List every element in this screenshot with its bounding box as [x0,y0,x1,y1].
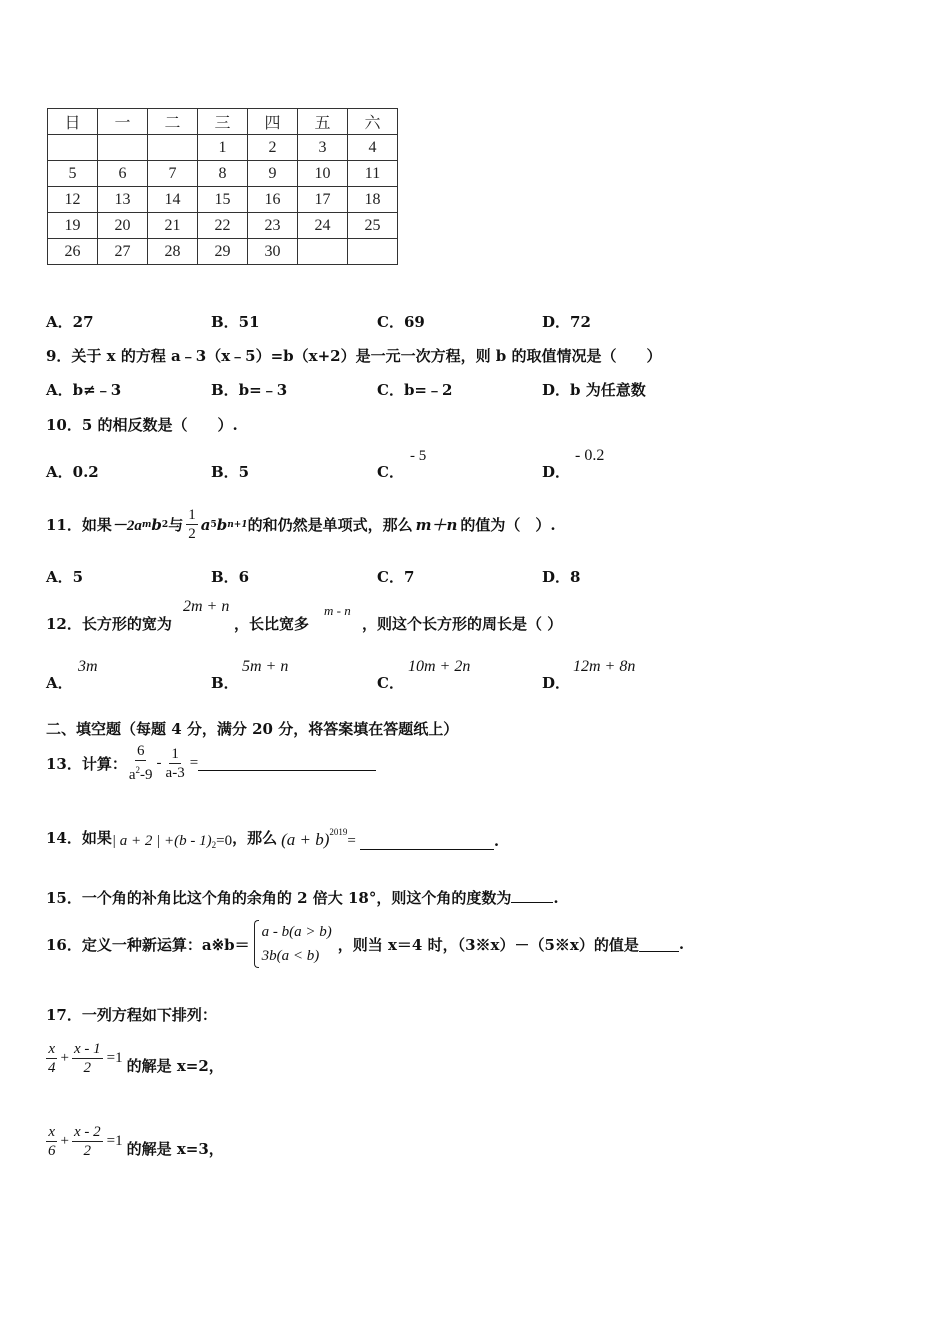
calendar-cell: 二 [148,109,198,135]
q11-option-b: B．6 [211,568,250,586]
calendar-cell: 16 [248,187,298,213]
calendar-cell: 20 [98,213,148,239]
calendar-header-row [48,109,398,135]
q12-option-b: B． [211,674,239,692]
q12-mid: ，长比宽多 [234,615,310,633]
q10-option-d: D． [542,463,571,481]
q12-option-c: C． [377,674,404,692]
calendar-cell: 4 [348,135,398,161]
q13-fraction-2: $\frac{1}{a-3}$ [165,745,185,781]
calendar-cell: 15 [198,187,248,213]
q12-prefix: 12．长方形的宽为 [46,615,172,633]
calendar-cell: 7 [148,161,198,187]
calendar-cell [348,239,398,265]
calendar-cell: 21 [148,213,198,239]
q11-stem: 11．如果 －2a m b 2 与 $\frac{1}{2}$ a 5 b n+1 的和仍然是单项式，那么 m＋n 的值为（ ）. [46,507,556,542]
q10-option-a: A．0.2 [46,463,99,481]
q8-option-c: C．69 [377,313,425,331]
calendar-cell: 一 [98,109,148,135]
calendar-cell: 24 [298,213,348,239]
q14-answer-blank[interactable] [360,849,494,850]
section-2-title: 二、填空题（每题 4 分，满分 20 分，将答案填在答题纸上） [46,720,459,738]
q9-option-b: B．b=﹣3 [211,381,288,399]
q10-option-b: B．5 [211,463,250,481]
calendar-cell: 2 [248,135,298,161]
calendar-cell: 8 [198,161,248,187]
q12-option-b-expr: 5m + n [242,658,289,675]
q12-diff-expr: m - n [324,603,351,618]
calendar-week-row [48,239,398,265]
calendar-cell: 22 [198,213,248,239]
q13-fraction-1: $\frac{6}{a^2-9}$ [128,743,153,783]
calendar-week-row [48,213,398,239]
calendar-cell: 四 [248,109,298,135]
q10-option-d-math: - 0.2 [575,447,605,464]
calendar-week-row [48,187,398,213]
calendar-cell: 11 [348,161,398,187]
one-half-fraction: $\frac{1}{2}$ [188,507,196,542]
q13-stem: 13．计算： $\frac{6}{a^2-9}$ - $\frac{1}{a-3}$ = [46,742,376,784]
q12-width-expr: 2m + n [183,598,230,615]
calendar-table [47,108,398,265]
calendar-cell: 14 [148,187,198,213]
calendar-cell: 18 [348,187,398,213]
q10-option-c: C． [377,463,404,481]
q11-option-a: A．5 [46,568,84,586]
calendar-cell: 10 [298,161,348,187]
calendar-cell: 六 [348,109,398,135]
q9-stem: 9．关于 x 的方程 a﹣3（x﹣5）=b（x+2）是一元一次方程，则 b 的取值情况是（ ） [46,347,662,365]
calendar-cell: 28 [148,239,198,265]
calendar-cell: 17 [298,187,348,213]
calendar-cell: 19 [48,213,98,239]
calendar-cell: 五 [298,109,348,135]
q11-option-c: C．7 [377,568,415,586]
q12-option-a-expr: 3m [78,658,98,675]
calendar-cell: 27 [98,239,148,265]
q10-stem: 10．5 的相反数是（ ）. [46,416,238,434]
calendar-cell: 30 [248,239,298,265]
q17-equation-2: $\frac{x}{6}$ + $\frac{x - 2}{2}$ =1 的解是 x=3， [48,1124,224,1159]
q12-end: ，则这个长方形的周长是（ ） [362,615,563,633]
calendar-cell: 日 [48,109,98,135]
calendar-cell [98,135,148,161]
calendar-cell [298,239,348,265]
q16-answer-blank[interactable] [639,951,679,952]
q17-equation-1: $\frac{x}{4}$ + $\frac{x - 1}{2}$ =1 的解是 x=2， [48,1041,224,1076]
q10-option-c-math: - 5 [410,448,427,464]
q8-option-a: A．27 [46,313,94,331]
q16-stem: 16．定义一种新运算：a※b＝ a - b(a > b) 3b(a < b) ，则当 x＝4 时，（3※x）－（5※x）的值是 . [46,920,684,968]
q12-option-d: D． [542,674,571,692]
q12-option-d-expr: 12m + 8n [573,658,636,675]
calendar-week-row [48,135,398,161]
calendar-cell [48,135,98,161]
q14-stem: 14．如果 | a + 2 | +(b - 1) $_2$ =0 ，那么 (a + b) $^{2019}$ = . [46,827,500,850]
calendar-cell: 3 [298,135,348,161]
calendar-cell: 三 [198,109,248,135]
calendar-cell: 6 [98,161,148,187]
calendar-cell: 5 [48,161,98,187]
q9-option-c: C．b=﹣2 [377,381,453,399]
q9-option-a: A．b≠﹣3 [46,381,122,399]
calendar-cell: 9 [248,161,298,187]
q15-stem: 15．一个角的补角比这个角的余角的 2 倍大 18°，则这个角的度数为 . [46,889,559,907]
q8-option-d: D．72 [542,313,591,331]
q11-option-d: D．8 [542,568,581,586]
calendar-cell: 23 [248,213,298,239]
calendar-cell: 13 [98,187,148,213]
q9-option-d: D．b 为任意数 [542,381,646,399]
calendar-cell: 1 [198,135,248,161]
calendar-cell: 25 [348,213,398,239]
calendar-cell: 29 [198,239,248,265]
piecewise-definition: a - b(a > b) 3b(a < b) [254,920,332,968]
q12-option-c-expr: 10m + 2n [408,658,471,675]
calendar-cell: 12 [48,187,98,213]
q17-stem: 17．一列方程如下排列： [46,1006,217,1024]
calendar-week-row [48,161,398,187]
calendar-cell: 26 [48,239,98,265]
calendar-cell [148,135,198,161]
q12-option-a: A． [46,674,73,692]
q13-answer-blank[interactable] [198,770,376,771]
q8-option-b: B．51 [211,313,260,331]
q15-answer-blank[interactable] [511,902,553,903]
